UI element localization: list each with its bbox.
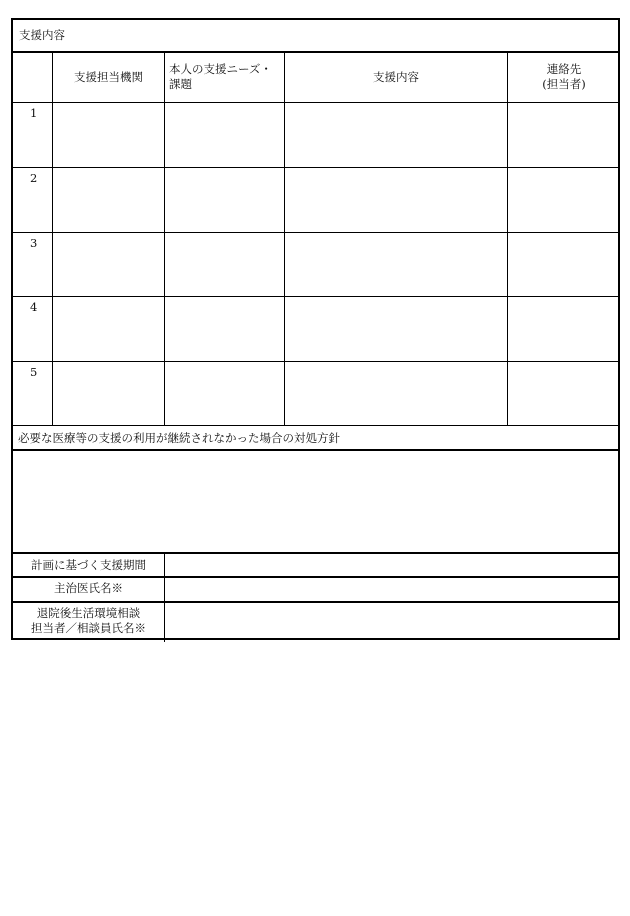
header-divider — [13, 102, 618, 103]
row-number: 5 — [30, 365, 38, 379]
field-row-divider — [13, 576, 618, 578]
row-number: 3 — [30, 236, 38, 250]
section-title: 支援内容 — [19, 28, 65, 42]
column-divider — [507, 51, 508, 426]
title-divider — [13, 51, 618, 53]
row-number: 2 — [30, 171, 38, 185]
policy-label: 必要な医療等の支援の利用が継続されなかった場合の対処方針 — [18, 431, 340, 445]
row-divider — [13, 296, 618, 297]
column-divider — [164, 51, 165, 426]
header-contact-line1: 連絡先 — [546, 62, 582, 76]
field-row-divider — [13, 601, 618, 603]
row-divider — [13, 425, 618, 426]
header-content: 支援内容 — [373, 70, 419, 84]
header-needs-line2: 課題 — [169, 77, 192, 91]
header-agency: 支援担当機関 — [74, 70, 143, 84]
row-divider — [13, 361, 618, 362]
row-divider — [13, 167, 618, 168]
column-divider — [284, 51, 285, 426]
support-plan-form — [11, 18, 620, 640]
policy-area-bottom — [13, 552, 618, 554]
counselor-label-line1: 退院後生活環境相談 — [36, 606, 141, 620]
policy-divider — [13, 449, 618, 451]
column-divider — [52, 51, 53, 426]
row-number: 1 — [30, 106, 38, 120]
header-needs-line1: 本人の支援ニーズ・ — [169, 62, 272, 76]
row-number: 4 — [30, 300, 38, 314]
counselor-label-line2: 担当者／相談員氏名※ — [31, 621, 146, 635]
header-contact-line2: (担当者) — [542, 77, 586, 91]
field-divider — [164, 552, 165, 642]
doctor-label: 主治医氏名※ — [54, 581, 123, 595]
row-divider — [13, 232, 618, 233]
period-label: 計画に基づく支援期間 — [31, 558, 146, 572]
